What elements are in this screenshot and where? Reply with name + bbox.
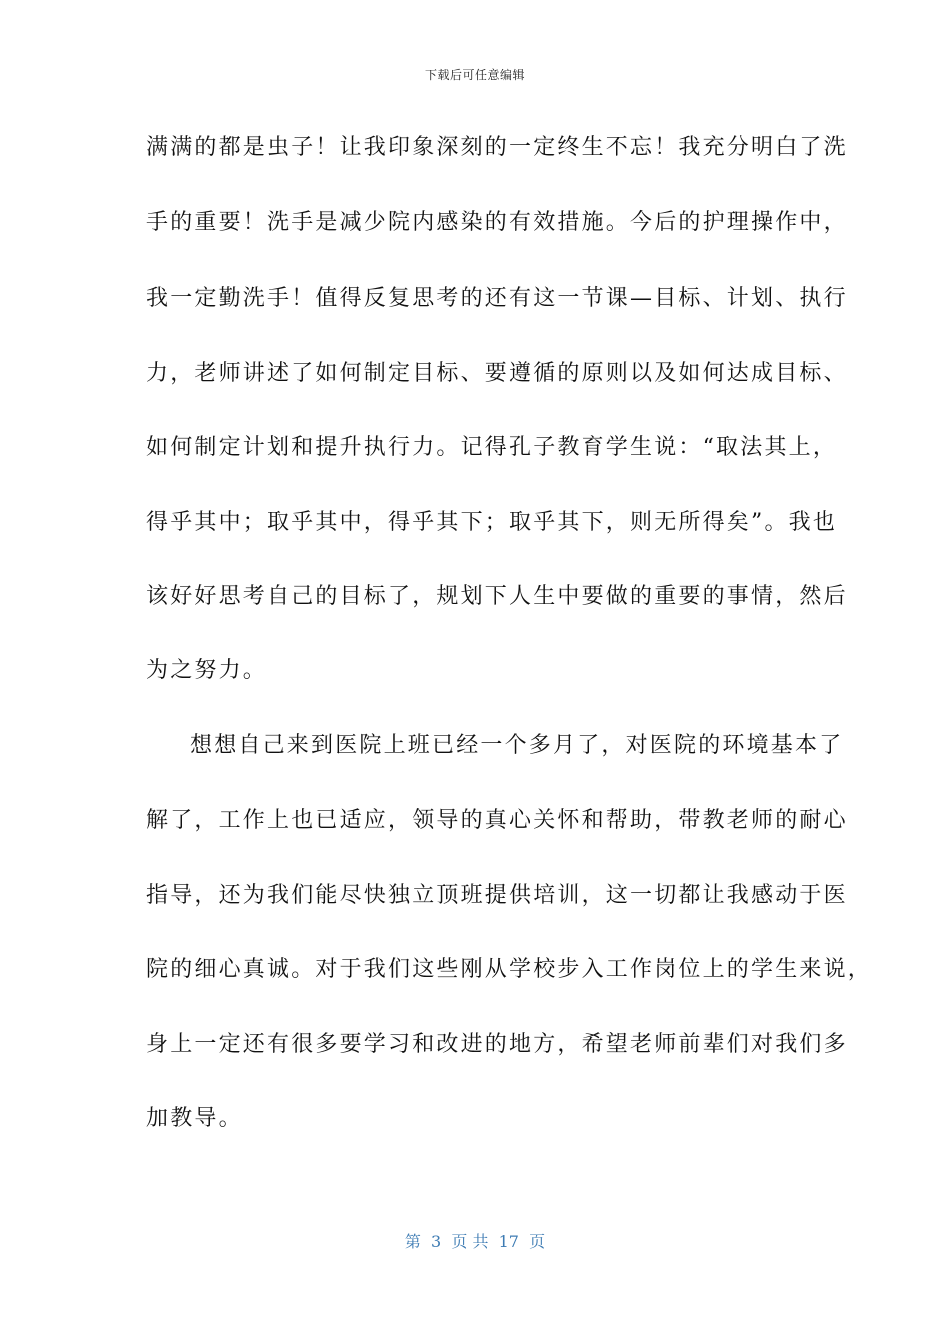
text-line: 得乎其中；取乎其中，得乎其下；取乎其下，则无所得矣”。我也	[146, 510, 838, 535]
page-number: 第 3 页 共 17 页	[404, 1232, 546, 1251]
text-line: 手的重要！洗手是减少院内感染的有效措施。今后的护理操作中，	[146, 210, 848, 235]
text-line: 为之努力。	[146, 658, 268, 683]
text-line: 加教导。	[146, 1106, 243, 1131]
text-line: 解了，工作上也已适应，领导的真心关怀和帮助，带教老师的耐心	[146, 808, 848, 833]
text-line: 力，老师讲述了如何制定目标、要遵循的原则以及如何达成目标、	[146, 361, 848, 386]
header-note: 下载后可任意编辑	[424, 68, 525, 82]
text-line: 指导，还为我们能尽快独立顶班提供培训，这一切都让我感动于医	[146, 883, 848, 908]
text-line: 我一定勤洗手！值得反复思考的还有这一节课—目标、计划、执行	[146, 286, 848, 311]
text-line: 满满的都是虫子！让我印象深刻的一定终生不忘！我充分明白了洗	[146, 135, 848, 160]
text-line: 如何制定计划和提升执行力。记得孔子教育学生说：“取法其上，	[146, 435, 838, 460]
text-line: 想想自己来到医院上班已经一个多月了，对医院的环境基本了	[190, 733, 844, 758]
text-line: 身上一定还有很多要学习和改进的地方，希望老师前辈们对我们多	[146, 1032, 848, 1057]
text-line: 该好好思考自己的目标了，规划下人生中要做的重要的事情，然后	[146, 584, 848, 609]
text-line: 院的细心真诚。对于我们这些刚从学校步入工作岗位上的学生来说，	[146, 957, 873, 982]
